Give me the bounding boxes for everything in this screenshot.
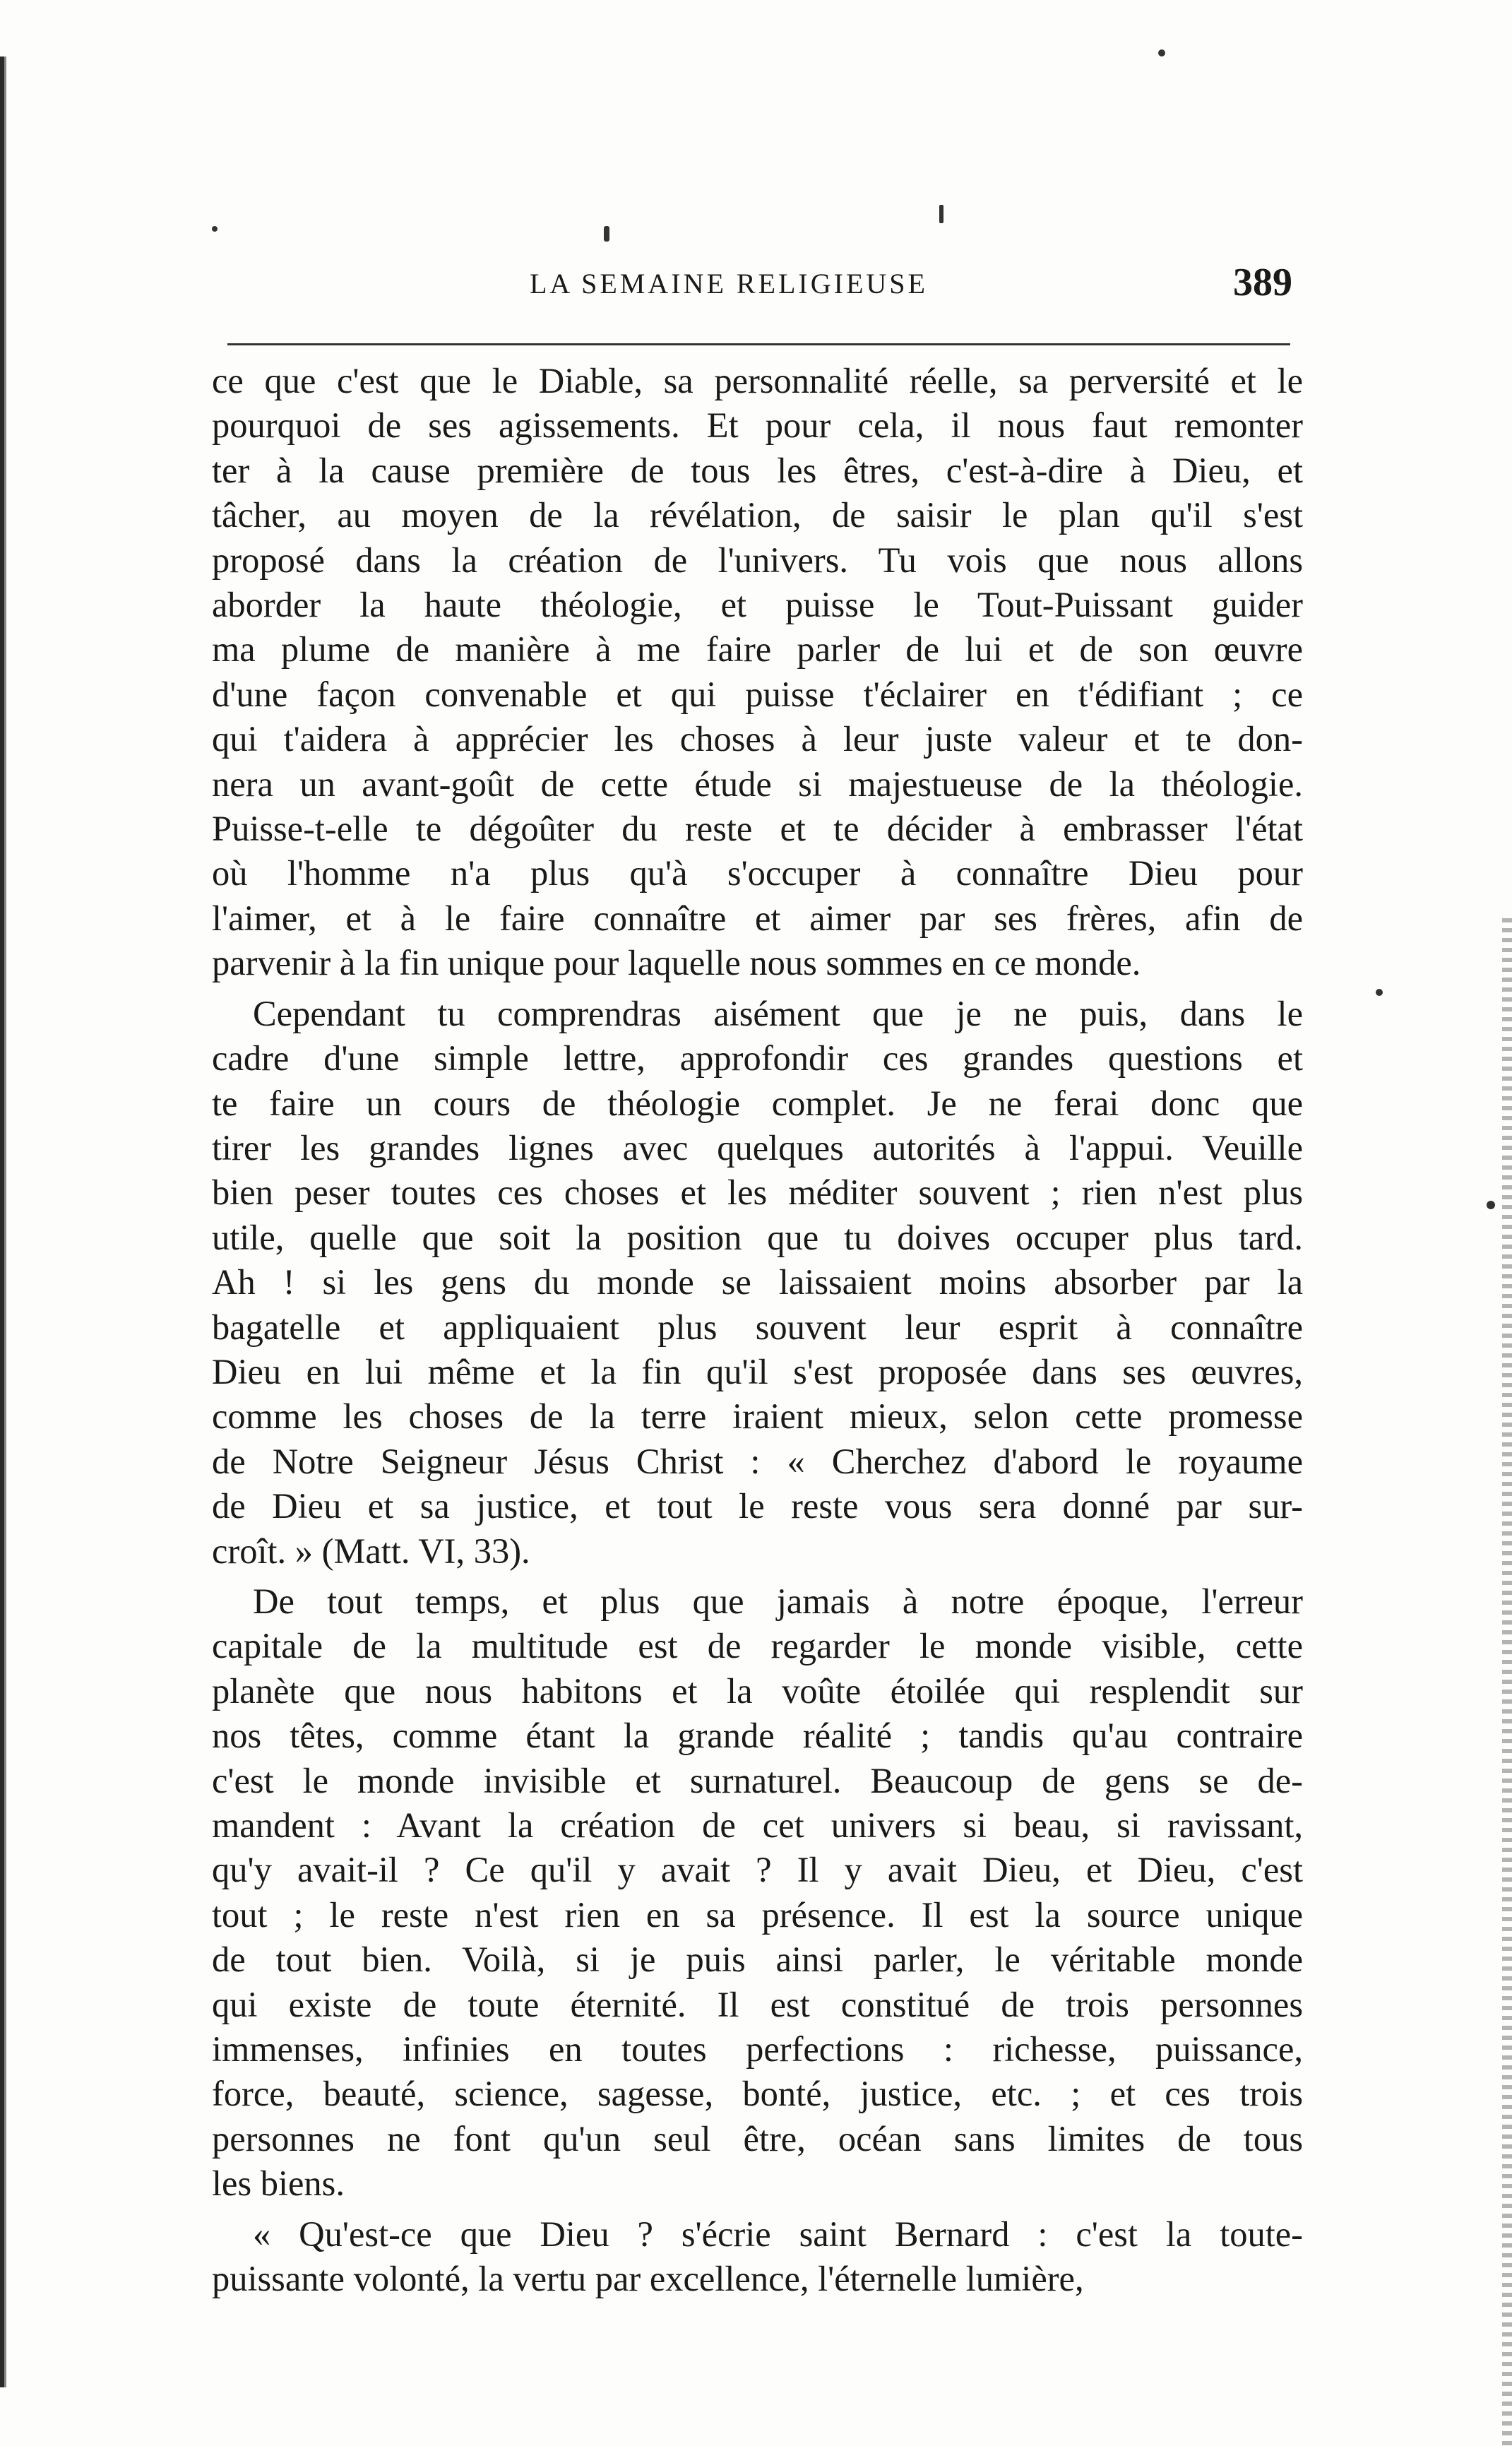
right-edge-shadow <box>1502 918 1512 2446</box>
text-line: personnes ne font qu'un seul être, océan sans limites de tous <box>212 2118 1303 2159</box>
text-line: immenses, infinies en toutes perfections : richesse, puissance, <box>212 2029 1303 2070</box>
text-line: c'est le monde invisible et surnaturel. Beaucoup de gens se de- <box>212 1760 1303 1800</box>
page-number: 389 <box>1233 261 1292 304</box>
text-line: où l'homme n'a plus qu'à s'occuper à connaître Dieu pour <box>212 853 1303 893</box>
text-line: pourquoi de ses agissements. Et pour cela, il nous faut remonter <box>212 405 1303 446</box>
text-line: mandent : Avant la création de cet univers si beau, si ravissant, <box>212 1805 1303 1845</box>
text-line: te faire un cours de théologie complet. Je ne ferai donc que <box>212 1083 1303 1123</box>
text-line: tirer les grandes lignes avec quelques autorités à l'appui. Veuille <box>212 1127 1303 1168</box>
running-title: LA SEMAINE RELIGIEUSE <box>530 268 928 299</box>
paragraph <box>212 359 1303 986</box>
text-line: proposé dans la création de l'univers. Tu vois que nous allons <box>212 540 1303 580</box>
text-line: les biens. <box>212 2163 345 2204</box>
text-line: qui existe de toute éternité. Il est constitué de trois personnes <box>212 1984 1303 2024</box>
paper-speck <box>212 226 218 232</box>
paper-speck <box>1376 989 1383 996</box>
text-line: ter à la cause première de tous les êtres, c'est-à-dire à Dieu, et <box>212 450 1303 490</box>
text-line: nos têtes, comme étant la grande réalité ; tandis qu'au contraire <box>212 1716 1303 1756</box>
text-line: Cependant tu comprendras aisément que je ne puis, dans le <box>253 993 1303 1033</box>
text-line: de Dieu et sa justice, et tout le reste vous sera donné par sur- <box>212 1486 1303 1526</box>
text-line: force, beauté, science, sagesse, bonté, justice, etc. ; et ces trois <box>212 2074 1303 2114</box>
paragraph <box>212 992 1303 1574</box>
text-line: de Notre Seigneur Jésus Christ : « Cherchez d'abord le royaume <box>212 1441 1303 1481</box>
text-line: l'aimer, et à le faire connaître et aimer par ses frères, afin de <box>212 898 1303 938</box>
paper-speck <box>939 205 943 223</box>
text-line: nera un avant-goût de cette étude si majestueuse de la théologie. <box>212 764 1303 804</box>
text-line: Puisse-t-elle te dégoûter du reste et te décider à embrasser l'état <box>212 809 1303 849</box>
text-line: tout ; le reste n'est rien en sa présence. Il est la source unique <box>212 1894 1303 1935</box>
text-line: Ah ! si les gens du monde se laissaient moins absorber par la <box>212 1262 1303 1302</box>
text-line: de tout bien. Voilà, si je puis ainsi parler, le véritable monde <box>212 1940 1303 1980</box>
header-rule <box>227 343 1290 345</box>
page-edge-shadow <box>0 57 13 2387</box>
text-line: De tout temps, et plus que jamais à notre époque, l'erreur <box>253 1581 1303 1621</box>
paper-speck <box>1158 49 1165 57</box>
text-line: Dieu en lui même et la fin qu'il s'est proposée dans ses œuvres, <box>212 1351 1303 1391</box>
text-line: utile, quelle que soit la position que tu doives occuper plus tard. <box>212 1217 1303 1257</box>
text-line: capitale de la multitude est de regarder le monde visible, cette <box>212 1626 1303 1666</box>
text-line: croît. » (Matt. VI, 33). <box>212 1531 530 1571</box>
paper-speck <box>1487 1201 1495 1209</box>
text-line: comme les choses de la terre iraient mieux, selon cette promesse <box>212 1396 1303 1437</box>
text-line: bien peser toutes ces choses et les méditer souvent ; rien n'est plus <box>212 1172 1303 1213</box>
text-line: ma plume de manière à me faire parler de lui et de son œuvre <box>212 629 1303 670</box>
paragraph <box>212 1579 1303 2207</box>
text-line: qui t'aidera à apprécier les choses à leur juste valeur et te don- <box>212 719 1303 759</box>
text-line: parvenir à la fin unique pour laquelle nous sommes en ce monde. <box>212 943 1141 983</box>
paper-speck <box>604 226 609 242</box>
text-line: ce que c'est que le Diable, sa personnalité réelle, sa perversité et le <box>212 361 1303 400</box>
page-header <box>233 261 1292 316</box>
text-line: puissante volonté, la vertu par excellence, l'éternelle lumière, <box>212 2259 1084 2299</box>
text-line: aborder la haute théologie, et puisse le Tout-Puissant guider <box>212 585 1303 625</box>
text-line: bagatelle et appliquaient plus souvent leur esprit à connaître <box>212 1307 1303 1347</box>
paragraph <box>212 2212 1303 2302</box>
body-text <box>212 359 1303 2301</box>
text-line: « Qu'est-ce que Dieu ? s'écrie saint Bernard : c'est la toute- <box>253 2214 1303 2254</box>
text-line: d'une façon convenable et qui puisse t'éclairer en t'édifiant ; ce <box>212 674 1303 714</box>
text-line: planète que nous habitons et la voûte étoilée qui resplendit sur <box>212 1670 1303 1711</box>
text-line: cadre d'une simple lettre, approfondir ces grandes questions et <box>212 1038 1303 1079</box>
text-line: tâcher, au moyen de la révélation, de saisir le plan qu'il s'est <box>212 495 1303 535</box>
text-line: qu'y avait-il ? Ce qu'il y avait ? Il y avait Dieu, et Dieu, c'est <box>212 1850 1303 1890</box>
